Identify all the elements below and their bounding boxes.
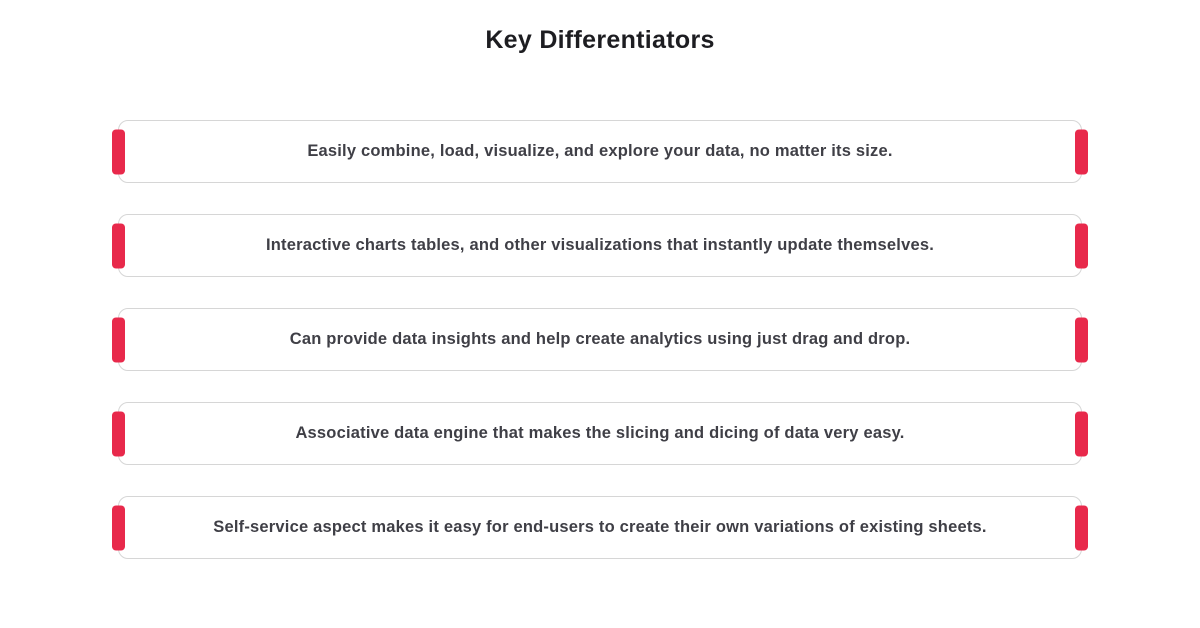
differentiator-card-5 [118, 496, 1082, 559]
right-accent-bar [1075, 129, 1088, 174]
right-accent-bar [1075, 317, 1088, 362]
left-accent-bar [112, 223, 125, 268]
differentiator-text: Easily combine, load, visualize, and explore your data, no matter its size. [307, 142, 893, 160]
right-accent-bar [1075, 505, 1088, 550]
differentiator-text: Associative data engine that makes the slicing and dicing of data very easy. [295, 424, 905, 442]
page-title: Key Differentiators [485, 26, 715, 54]
left-accent-bar [112, 411, 125, 456]
differentiator-card-2 [118, 214, 1082, 277]
differentiator-text: Can provide data insights and help create analytics using just drag and drop. [289, 330, 911, 348]
left-accent-bar [112, 317, 125, 362]
differentiator-card-1 [118, 120, 1082, 183]
differentiator-card-4 [118, 402, 1082, 465]
left-accent-bar [112, 129, 125, 174]
left-accent-bar [112, 505, 125, 550]
differentiator-card-3 [118, 308, 1082, 371]
right-accent-bar [1075, 411, 1088, 456]
differentiator-text: Interactive charts tables, and other visualizations that instantly update themselves. [265, 236, 935, 254]
right-accent-bar [1075, 223, 1088, 268]
differentiator-text: Self-service aspect makes it easy for end-users to create their own variations of existing sheets. [213, 518, 987, 536]
differentiator-card-list [118, 120, 1082, 559]
